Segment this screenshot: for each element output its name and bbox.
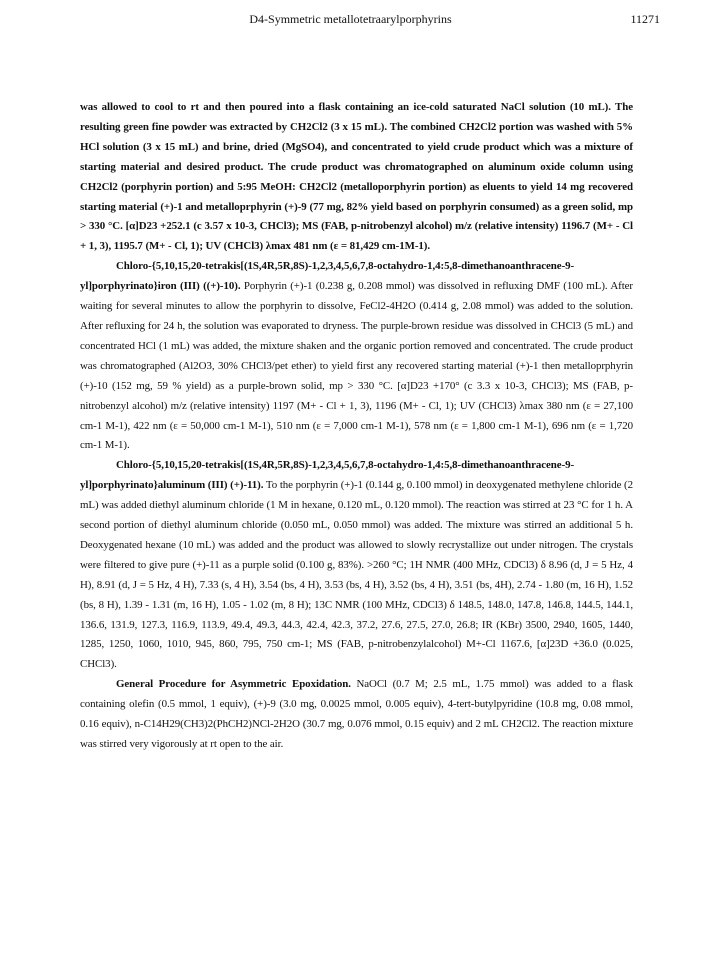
article-body bbox=[80, 98, 633, 755]
compound-heading: Chloro-{5,10,15,20-tetrakis[(1S,4R,5R,8S)-1,2,3,4,5,6,7,8-octahydro-1,4:5,8-dimethanoanthracene-9-yl]porphyrinato}aluminum (III) (+)-11). bbox=[80, 459, 575, 492]
paragraph-continuation bbox=[80, 98, 633, 257]
paragraph-aluminum-complex bbox=[80, 456, 633, 675]
paragraph-text: To the porphyrin (+)-1 (0.144 g, 0.100 mmol) in deoxygenated methylene chloride (2 mL) was added diethyl aluminum chloride (1 M in hexane, 0.120 mL, 0.120 mmol). The reaction was stirred at 23 °C for 1 h. A second portion of diethyl aluminum chloride (0.050 mL, 0.050 mmol) was added. The mixture was stirred an additional 5 h. Deoxygenated hexane (10 mL) was added and the product was allowed to slowly recrystallize out under nitrogen. The crystals were filtered to give pure (+)-11 as a purple solid (0.100 g, 83%). >260 °C; 1H NMR (400 MHz, CDCl3) δ 8.96 (d, J = 5 Hz, 4 H), 8.91 (d, J = 5 Hz, 4 H), 7.33 (s, 4 H), 3.54 (bs, 4 H), 3.53 (bs, 4 H), 3.52 (bs, 4 H), 3.51 (bs, 4H), 2.74 - 1.80 (m, 16 H), 1.52 (bs, 8 H), 1.39 - 1.31 (m, 16 H), 1.05 - 1.02 (m, 8 H); 13C NMR (100 MHz, CDCl3) δ 148.5, 148.0, 147.8, 146.8, 144.5, 144.1, 136.6, 131.9, 127.3, 116.9, 113.9, 49.4, 49.3, 44.3, 42.4, 42.3, 37.2, 27.6, 27.5, 27.0, 26.8; IR (KBr) 3500, 2940, 1605, 1440, 1285, 1250, 1060, 1010, 945, 860, 795, 750 cm-1; MS (FAB, p-nitrobenzylalcohol) M+-Cl 1167.6, [α]23D +36.0 (0.025, CHCl3). bbox=[80, 479, 634, 671]
running-title: D4-Symmetric metallotetraarylporphyrins bbox=[249, 12, 452, 26]
paragraph-text: was allowed to cool to rt and then poured into a flask containing an ice-cold saturated NaCl solution (10 mL). The resulting green fine powder was extracted by CH2Cl2 (3 x 15 mL). The combined CH2Cl2 portion was washed with 5% HCl solution (3 x 15 mL) and brine, dried (MgSO4), and concentrated to yield crude product which was a mixture of starting material and desired product. The crude product was chromatographed on aluminum oxide column using CH2Cl2 (porphyrin portion) and 5:95 MeOH: CH2Cl2 (metalloporphyrin portion) as eluents to yield 14 mg recovered starting material (+)-1 and metalloprphyrin (+)-9 (77 mg, 82% yield based on porphyrin consumed) as a green solid, mp > 330 °C. [α]D23 +252.1 (c 3.57 x 10-3, CHCl3); MS (FAB, p-nitrobenzyl alcohol) m/z (relative intensity) 1196.7 (M+ - Cl + 1, 3), 1195.7 (M+ - Cl, 1); UV (CHCl3) λmax 481 nm (ε = 81,429 cm-1M-1). bbox=[80, 101, 633, 253]
section-heading: General Procedure for Asymmetric Epoxidation. bbox=[116, 678, 351, 691]
compound-heading: Chloro-{5,10,15,20-tetrakis[(1S,4R,5R,8S)-1,2,3,4,5,6,7,8-octahydro-1,4:5,8-dimethanoanthracene-9-yl]porphyrinato}iron (III) ((+)-10). bbox=[80, 260, 575, 293]
running-header bbox=[0, 10, 701, 30]
page-number: 11271 bbox=[630, 12, 660, 26]
paragraph-text: NaOCl (0.7 M; 2.5 mL, 1.75 mmol) was added to a flask containing olefin (0.5 mmol, 1 equiv), (+)-9 (3.0 mg, 0.0025 mmol, 0.005 equiv), 4-tert-butylpyridine (10.8 mg, 0.08 mmol, 0.16 equiv), n-C14H29(CH3)2(PhCH2)NCl-2H2O (30.7 mg, 0.076 mmol, 0.15 equiv) and 2 mL CH2Cl2. The reaction mixture was stirred very vigorously at rt open to the air. bbox=[80, 678, 633, 750]
paragraph-text: Porphyrin (+)-1 (0.238 g, 0.208 mmol) was dissolved in refluxing DMF (100 mL). After waiting for several minutes to allow the porphyrin to dissolve, FeCl2-4H2O (0.414 g, 2.08 mmol) was added to the solution. After refluxing for 24 h, the solution was evaporated to dryness. The purple-brown residue was dissolved in CHCl3 (5 mL) and concentrated HCl (1 mL) was added, the mixture shaken and the organic portion removed and concentrated. The crude product was chromatographed (Al2O3, 30% CHCl3/pet ether) to yield first any recovered starting material (+)-1 then metalloprphyrin (+)-10 (152 mg, 59 % yield) as a purple-brown solid, mp > 330 °C. [α]D23 +170° (c 3.3 x 10-3, CHCl3); MS (FAB, p-nitrobenzyl alcohol) m/z (relative intensity) 1197 (M+ - Cl + 1, 3), 1196 (M+ - Cl, 1); UV (CHCl3) λmax 380 nm (ε = 27,100 cm-1 M-1), 422 nm (ε = 50,000 cm-1 M-1), 510 nm (ε = 7,000 cm-1 M-1), 578 nm (ε = 1,800 cm-1 M-1), 696 nm (ε = 1,720 cm-1 M-1). bbox=[80, 280, 633, 452]
paragraph-general-procedure bbox=[80, 675, 633, 755]
paragraph-iron-complex bbox=[80, 257, 633, 456]
